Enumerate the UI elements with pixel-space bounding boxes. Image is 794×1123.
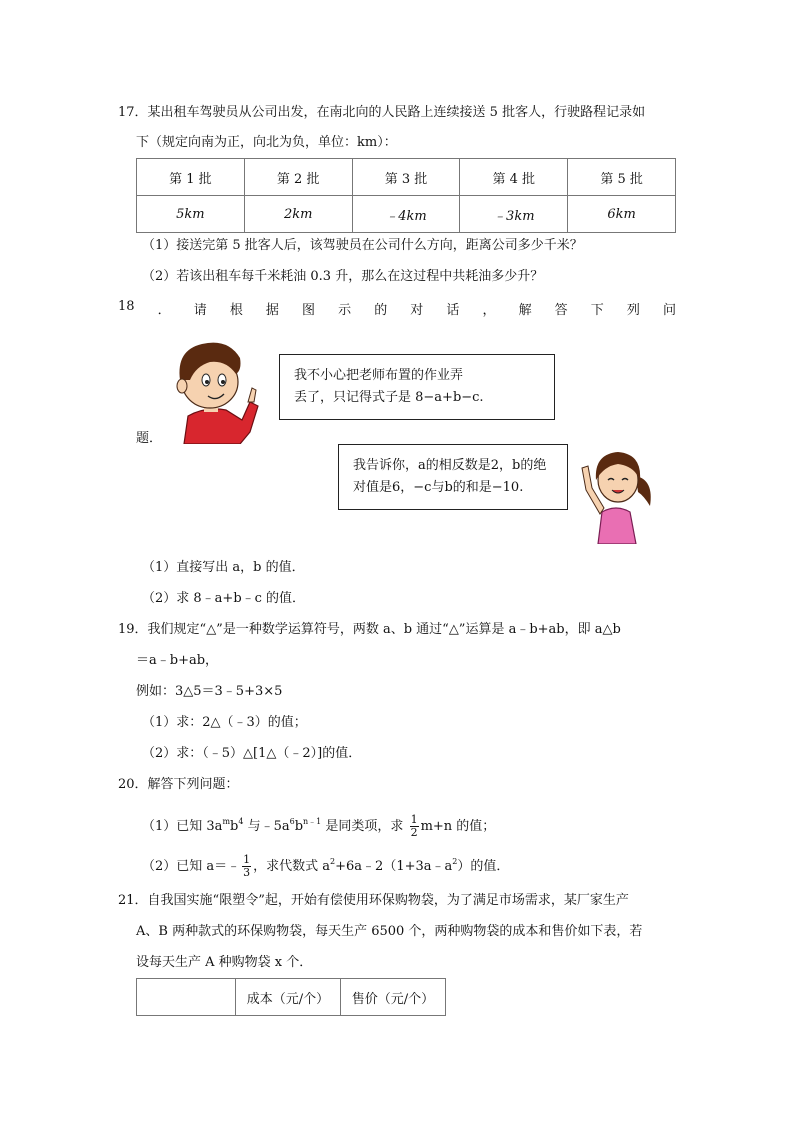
q18-char: 据 — [265, 303, 279, 318]
q18-tail: 题． — [136, 431, 163, 446]
bubble-girl-line2: 对值是6，−c与b的和是−10. — [353, 480, 524, 495]
bubble-boy-line1: 我不小心把老师布置的作业弄 — [294, 368, 464, 383]
bubble-boy-line2: 丢了，只记得式子是 8−a+b−c. — [294, 390, 484, 405]
boy-pupil — [205, 380, 209, 384]
q17-line2: 下（规定向南为正，向北为负，单位：km）： — [136, 135, 397, 150]
q18-char: 图 — [302, 303, 316, 318]
q18-char: 列 — [626, 303, 640, 318]
boy-ear — [177, 379, 187, 393]
boy-illustration — [166, 336, 272, 444]
q21-header-cell — [137, 979, 236, 1016]
q17-sub2: （2）若该出租车每千米耗油 0.3 升，那么在这过程中共耗油多少升？ — [142, 269, 544, 284]
q18-char: ． — [157, 303, 171, 318]
girl-illustration — [570, 440, 666, 544]
fraction-one-half: $\frac{1}{2}$ — [410, 813, 418, 839]
q18-sub1: （1）直接写出 a，b 的值． — [142, 560, 305, 575]
q18-char: 话 — [446, 303, 460, 318]
q17-value-cell: ﹣3km — [460, 196, 568, 233]
q17-value-cell: 5km — [137, 196, 245, 233]
q21-table — [136, 978, 446, 1016]
q19-sub2: （2）求：（﹣5）△[1△（﹣2）]的值． — [142, 746, 362, 761]
q21-line3: 设每天生产 A 种购物袋 x 个． — [136, 955, 313, 970]
q18-char: 示 — [338, 303, 352, 318]
q20-sub1: （1）已知 $3a^mb^4$ 与$﹣5a^6b^{n﹣1}$ 是同类项，求 $\frac{1}{2}$ m+n 的值； — [142, 813, 496, 839]
q21-line2: A、B 两种款式的环保购物袋，每天生产 6500 个，两种购物袋的成本和售价如下表，若 — [136, 924, 643, 939]
q18-char: 答 — [554, 303, 568, 318]
q18-char: 请 — [193, 303, 207, 318]
q17-header-cell: 第 4 批 — [460, 159, 568, 196]
q18-char: 对 — [410, 303, 424, 318]
boy-pupil — [221, 380, 225, 384]
q17-table — [136, 158, 676, 233]
q21-header-cell: 售价（元/个） — [341, 979, 446, 1016]
q17-value-cell: 2km — [244, 196, 352, 233]
speech-bubble-girl — [338, 444, 568, 510]
q19-sub1: （1）求：2△（﹣3）的值； — [142, 715, 307, 730]
boy-shirt — [184, 402, 258, 444]
q17-sub1: （1）接送完第 5 批客人后，该驾驶员在公司什么方向，距离公司多少千米？ — [142, 238, 583, 253]
q21-header-cell: 成本（元/个） — [236, 979, 341, 1016]
q18-char: 的 — [374, 303, 388, 318]
q17-line1: 17．某出租车驾驶员从公司出发，在南北向的人民路上连续接送 5 批客人，行驶路程记录如 — [118, 105, 646, 120]
q21-line1: 21．自我国实施“限塑令”起，开始有偿使用环保购物袋，为了满足市场需求，某厂家生产 — [118, 893, 629, 908]
q20-title: 20．解答下列问题： — [118, 777, 239, 792]
q17-header-cell: 第 3 批 — [352, 159, 460, 196]
q20-sub2: （2）已知 a＝﹣ $\frac{1}{3}$ ，求代数式 $a^2+6a﹣2(1+3a﹣a^2)$的值． — [142, 853, 510, 879]
q18-spread-line — [118, 299, 676, 318]
q18-sub2: （2）求 8﹣a+b﹣c 的值． — [142, 591, 306, 606]
table-row — [137, 196, 676, 233]
q18-char: 下 — [590, 303, 604, 318]
q18-char: ， — [482, 303, 496, 318]
q18-char: 问 — [662, 303, 676, 318]
boy-hand — [248, 388, 256, 402]
table-row — [137, 979, 446, 1016]
q19-line1: 19．我们规定“△”是一种数学运算符号，两数 a、b 通过“△”运算是 a﹣b+ab，即 a△b — [118, 622, 621, 637]
q17-value-cell: ﹣4km — [352, 196, 460, 233]
q17-header-cell: 第 2 批 — [244, 159, 352, 196]
q18-char: 18 — [118, 299, 135, 314]
girl-dress — [598, 508, 636, 544]
q17-header-cell: 第 5 批 — [568, 159, 676, 196]
bubble-girl-line1: 我告诉你，a的相反数是2，b的绝 — [353, 458, 547, 473]
q19-example: 例如：3△5＝3﹣5+3×5 — [136, 684, 283, 699]
q17-header-cell: 第 1 批 — [137, 159, 245, 196]
q18-char: 解 — [518, 303, 532, 318]
speech-bubble-boy — [279, 354, 555, 420]
q18-char: 根 — [229, 303, 243, 318]
boy-eye — [218, 374, 226, 386]
fraction-one-third: $\frac{1}{3}$ — [243, 853, 251, 879]
boy-eye — [202, 374, 210, 386]
q17-value-cell: 6km — [568, 196, 676, 233]
table-row — [137, 159, 676, 196]
q19-line2: ＝a﹣b+ab， — [136, 653, 219, 668]
